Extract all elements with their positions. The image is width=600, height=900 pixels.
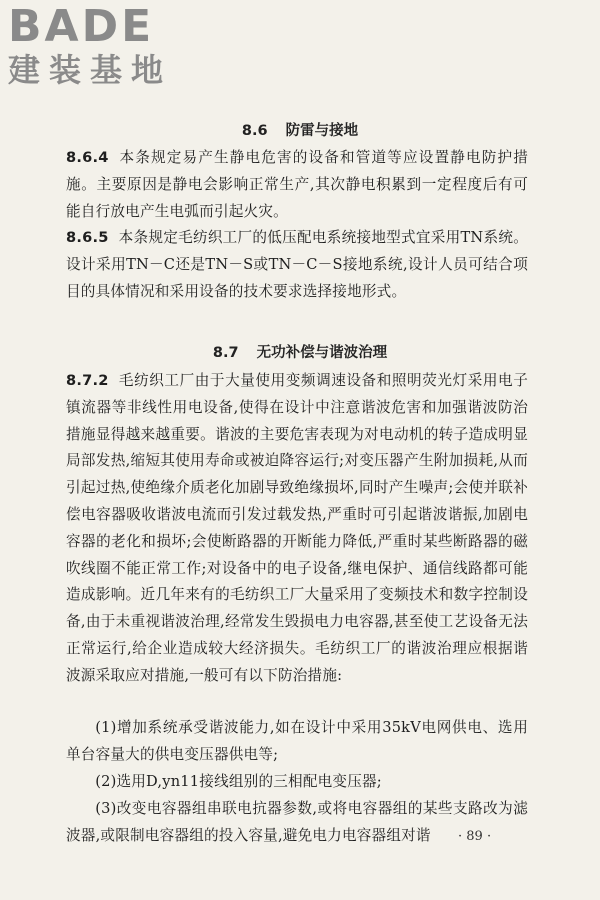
page-number: · 89 · — [458, 829, 492, 844]
section-title: 无功补偿与谐波治理 — [256, 345, 388, 361]
logo-subtitle: 建装基地 — [8, 51, 173, 89]
clause-8-6-5 — [66, 225, 528, 305]
clause-8-6-4 — [66, 145, 528, 225]
section-heading-8-7 — [0, 341, 600, 362]
clause-text: 本条规定毛纺织工厂的低压配电系统接地型式宜采用TN系统。设计采用TN－C还是TN－S或TN－C－S接地系统,设计人员可结合项目的具体情况和采用设备的技术要求选择接地形式。 — [66, 229, 528, 300]
clause-text: 本条规定易产生静电危害的设备和管道等应设置静电防护措施。主要原因是静电会影响正常生产,其次静电积累到一定程度后有可能自行放电产生电弧而引起火灾。 — [66, 149, 528, 220]
measure-item-3: (3)改变电容器组串联电抗器参数,或将电容器组的某些支路改为滤波器,或限制电容器组的投入容量,避免电力电容器组对谐 — [66, 800, 528, 844]
bade-logo — [8, 1, 173, 89]
clause-number: 8.6.4 — [66, 149, 109, 166]
section-number: 8.7 — [212, 345, 239, 361]
logo-brand: BADE — [8, 1, 155, 52]
section-title: 防雷与接地 — [285, 123, 359, 139]
clause-number: 8.6.5 — [66, 229, 109, 246]
clause-text: 毛纺织工厂由于大量使用变频调速设备和照明荧光灯采用电子镇流器等非线性用电设备,使得在设计中注意谐波危害和加强谐波防治措施显得越来越重要。谐波的主要危害表现为对电动机的转子造成明显局部发热,缩短其使用寿命或被迫降容运行;对变压器产生附加损耗,从而引起过热,使绝缘介质老化加剧导致绝缘损坏,同时产生噪声;会使并联补偿电容器吸收谐波电流而引发过载发热,严重时可引起谐波谐振,加剧电容器的老化和损坏;会使断路器的开断能力降低,严重时某些断路器的磁吹线圈不能正常工作;对设备中的电子设备,继电保护、通信线路都可能造成影响。近几年来有的毛纺织工厂大量采用了变频技术和数字控制设备,由于未重视谐波治理,经常发生毁损电力电容器,甚至使工艺设备无法正常运行,给企业造成较大经济损失。毛纺织工厂的谐波治理应根据谐波源采取应对措施,一般可有以下防治措施: — [66, 372, 528, 684]
measure-item-1: (1)增加系统承受谐波能力,如在设计中采用35kV电网供电、选用单台容量大的供电变压器供电等; — [66, 719, 528, 763]
clause-8-7-2 — [66, 368, 528, 690]
measure-item-2: (2)选用D,yn11接线组别的三相配电变压器; — [95, 773, 382, 790]
clause-number: 8.7.2 — [66, 372, 109, 389]
section-number: 8.6 — [241, 123, 268, 139]
section-heading-8-6 — [0, 119, 600, 140]
